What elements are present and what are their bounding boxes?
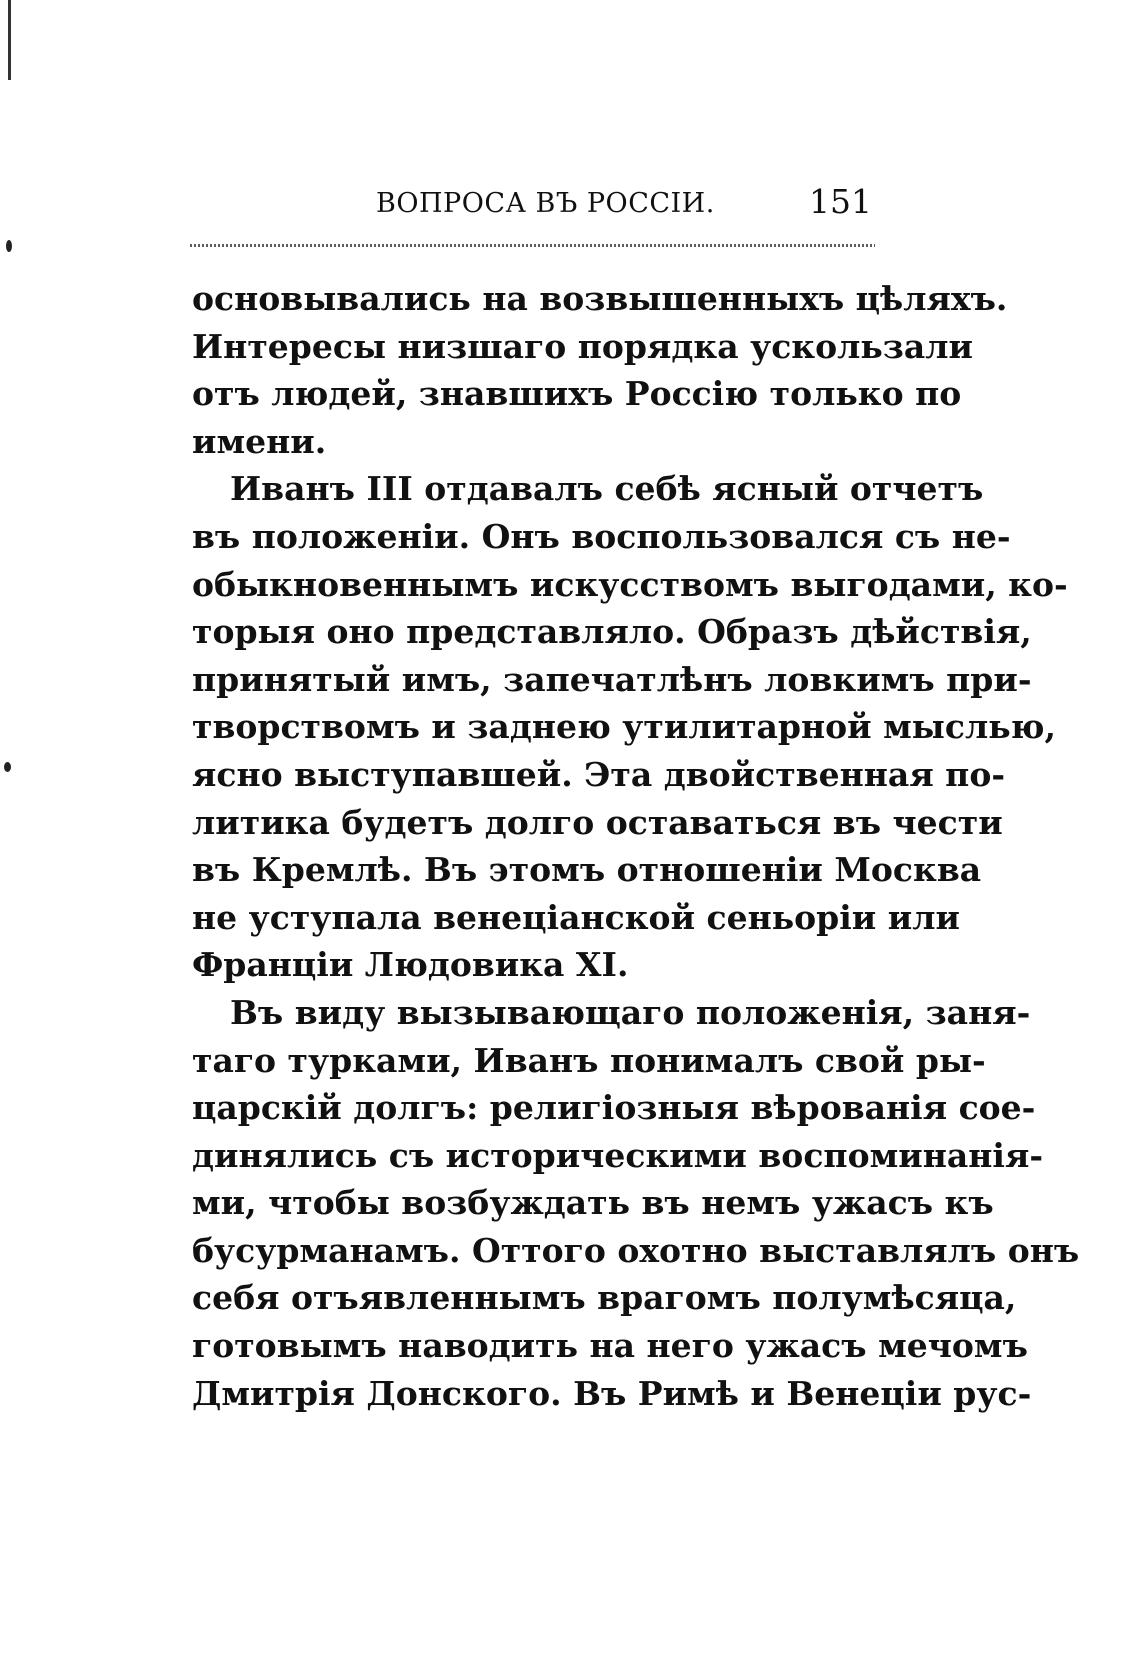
text-line: Франціи Людовика XI. [192,945,629,985]
text-line: имени. [192,421,327,461]
text-line: не уступала венеціанской сеньоріи или [192,897,960,937]
text-line: въ положеніи. Онъ воспользовался съ не- [192,516,1011,556]
scan-speck [4,762,11,772]
text-line: принятый имъ, запечатлѣнъ ловкимъ при- [192,659,1032,699]
page-header [190,178,880,228]
text-line: Въ виду вызывающаго положенія, заня- [230,992,1031,1032]
text-line: динялись съ историческими воспоминанія- [192,1135,1044,1175]
text-line: отъ людей, знавшихъ Россію только по [192,374,962,414]
text-line: готовымъ наводить на него ужасъ мечомъ [192,1326,1028,1366]
text-line: обыкновеннымъ искусствомъ выгодами, ко- [192,564,1068,604]
text-line: бусурманамъ. Оттого охотно выставлялъ онъ [192,1230,1080,1270]
text-line: литика будетъ долго оставаться въ чести [192,802,1003,842]
text-line: себя отъявленнымъ врагомъ полумѣсяца, [192,1278,1017,1318]
text-line: Интересы низшаго порядка ускользали [192,326,973,366]
text-line: творствомъ и заднею утилитарной мыслью, [192,707,1056,747]
text-line: въ Кремлѣ. Въ этомъ отношеніи Москва [192,850,982,890]
body-text [192,275,1080,1417]
header-rule [190,244,875,247]
scan-speck [6,240,12,252]
scan-edge-mark [8,0,11,80]
text-line: Иванъ III отдавалъ себѣ ясный отчетъ [230,469,984,509]
page-number: 151 [809,182,872,221]
text-line: ясно выступавшей. Эта двойственная по- [192,754,1006,794]
text-line: основывались на возвышенныхъ цѣляхъ. [192,279,1008,318]
text-line: таго турками, Иванъ понималъ свой ры- [192,1040,986,1080]
text-line: царскій долгъ: религіозныя вѣрованія сое- [192,1088,1036,1128]
text-line: Дмитрія Донского. Въ Римѣ и Венеціи рус- [192,1373,1032,1413]
text-line: ми, чтобы возбуждать въ немъ ужасъ къ [192,1183,994,1223]
running-head: ВОПРОСА ВЪ РОССІИ. [376,188,715,219]
text-line: торыя оно представляло. Образъ дѣйствія, [192,612,1032,652]
